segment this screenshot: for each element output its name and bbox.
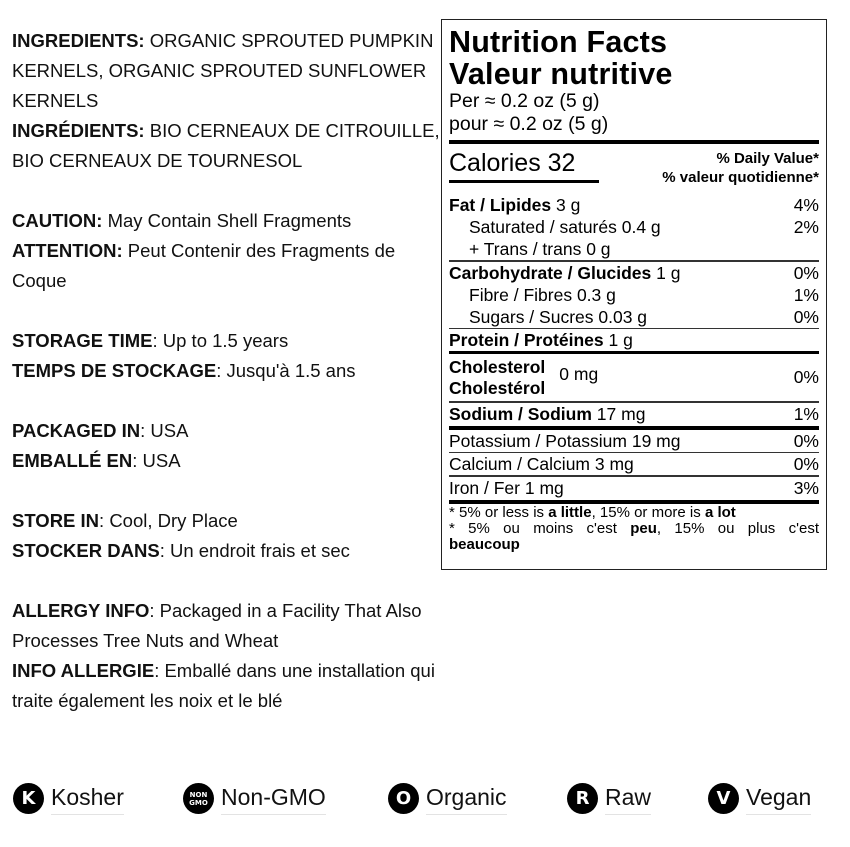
product-info-column bbox=[12, 26, 442, 716]
non-gmo-icon: NON GMO bbox=[183, 783, 214, 814]
certification-badges bbox=[0, 782, 850, 822]
allergy-info-en: ALLERGY INFO: Packaged in a Facility That Also Processes Tree Nuts and Wheat bbox=[12, 600, 422, 651]
calories-label: Calories 32 bbox=[449, 149, 576, 177]
ingredients-en: INGREDIENTS: ORGANIC SPROUTED PUMPKIN KERNELS, ORGANIC SPROUTED SUNFLOWER KERNELS bbox=[12, 30, 434, 111]
caution-fr: ATTENTION: Peut Contenir des Fragments de Coque bbox=[12, 240, 396, 291]
store-in-en: STORE IN: Cool, Dry Place bbox=[12, 510, 238, 531]
vegan-icon: V bbox=[708, 783, 739, 814]
daily-value-header: % Daily Value* % valeur quotidienne* bbox=[662, 150, 819, 186]
nutrition-title-en: Nutrition Facts bbox=[449, 25, 668, 59]
ingredients-fr: INGRÉDIENTS: BIO CERNEAUX DE CITROUILLE, BIO CERNEAUX DE TOURNESOL bbox=[12, 120, 440, 171]
calcium-row: Calcium / Calcium 3 mg 0% bbox=[449, 454, 819, 474]
packaged-in-en: PACKAGED IN: USA bbox=[12, 420, 189, 441]
serving-size-fr: pour ≈ 0.2 oz (5 g) bbox=[449, 113, 609, 135]
saturated-row: Saturated / saturés 0.4 g 2% bbox=[469, 217, 819, 237]
badge-organic: O Organic bbox=[388, 782, 507, 815]
footnote-en: * 5% or less is a little, 15% or more is a lot bbox=[449, 503, 736, 521]
fat-row: Fat / Lipides 3 g 4% bbox=[449, 195, 819, 215]
serving-size-en: Per ≈ 0.2 oz (5 g) bbox=[449, 90, 600, 112]
storage-time-fr: TEMPS DE STOCKAGE: Jusqu'à 1.5 ans bbox=[12, 360, 356, 381]
badge-raw: R Raw bbox=[567, 782, 651, 815]
badge-non-gmo: NON GMO Non-GMO bbox=[183, 782, 326, 815]
nutrition-facts-panel bbox=[441, 19, 827, 570]
allergy-info-fr: INFO ALLERGIE: Emballé dans une installation qui traite également les noix et le blé bbox=[12, 660, 435, 711]
fibre-row: Fibre / Fibres 0.3 g 1% bbox=[469, 284, 819, 305]
iron-row: Iron / Fer 1 mg 3% bbox=[449, 477, 819, 498]
trans-row: + Trans / trans 0 g bbox=[469, 239, 611, 259]
footnote: * 5% or less is a little, 15% or more is a lot * 5% ou moins c'est peu, 15% ou plus c'est beaucoup bbox=[449, 503, 819, 553]
nutrition-title-fr: Valeur nutritive bbox=[449, 57, 673, 91]
sodium-row: Sodium / Sodium 17 mg 1% bbox=[449, 403, 819, 424]
store-in-fr: STOCKER DANS: Un endroit frais et sec bbox=[12, 540, 350, 561]
storage-time-en: STORAGE TIME: Up to 1.5 years bbox=[12, 330, 289, 351]
badge-kosher: K Kosher bbox=[13, 782, 124, 815]
badge-vegan: V Vegan bbox=[708, 782, 811, 815]
raw-icon: R bbox=[567, 783, 598, 814]
packaged-in-fr: EMBALLÉ EN: USA bbox=[12, 450, 181, 471]
calories-row bbox=[449, 144, 819, 194]
protein-row: Protein / Protéines 1 g bbox=[449, 330, 633, 350]
footnote-fr: * 5% ou moins c'est peu, 15% ou plus c'est bbox=[449, 519, 819, 537]
carbohydrate-row: Carbohydrate / Glucides 1 g 0% bbox=[449, 262, 819, 283]
cholesterol-row: Cholesterol Cholestérol 0 mg 0% bbox=[449, 356, 819, 398]
organic-icon: O bbox=[388, 783, 419, 814]
caution-en: CAUTION: May Contain Shell Fragments bbox=[12, 210, 352, 231]
sugars-row: Sugars / Sucres 0.03 g 0% bbox=[469, 306, 819, 327]
divider bbox=[449, 180, 599, 183]
potassium-row: Potassium / Potassium 19 mg 0% bbox=[449, 430, 819, 451]
kosher-icon: K bbox=[13, 783, 44, 814]
